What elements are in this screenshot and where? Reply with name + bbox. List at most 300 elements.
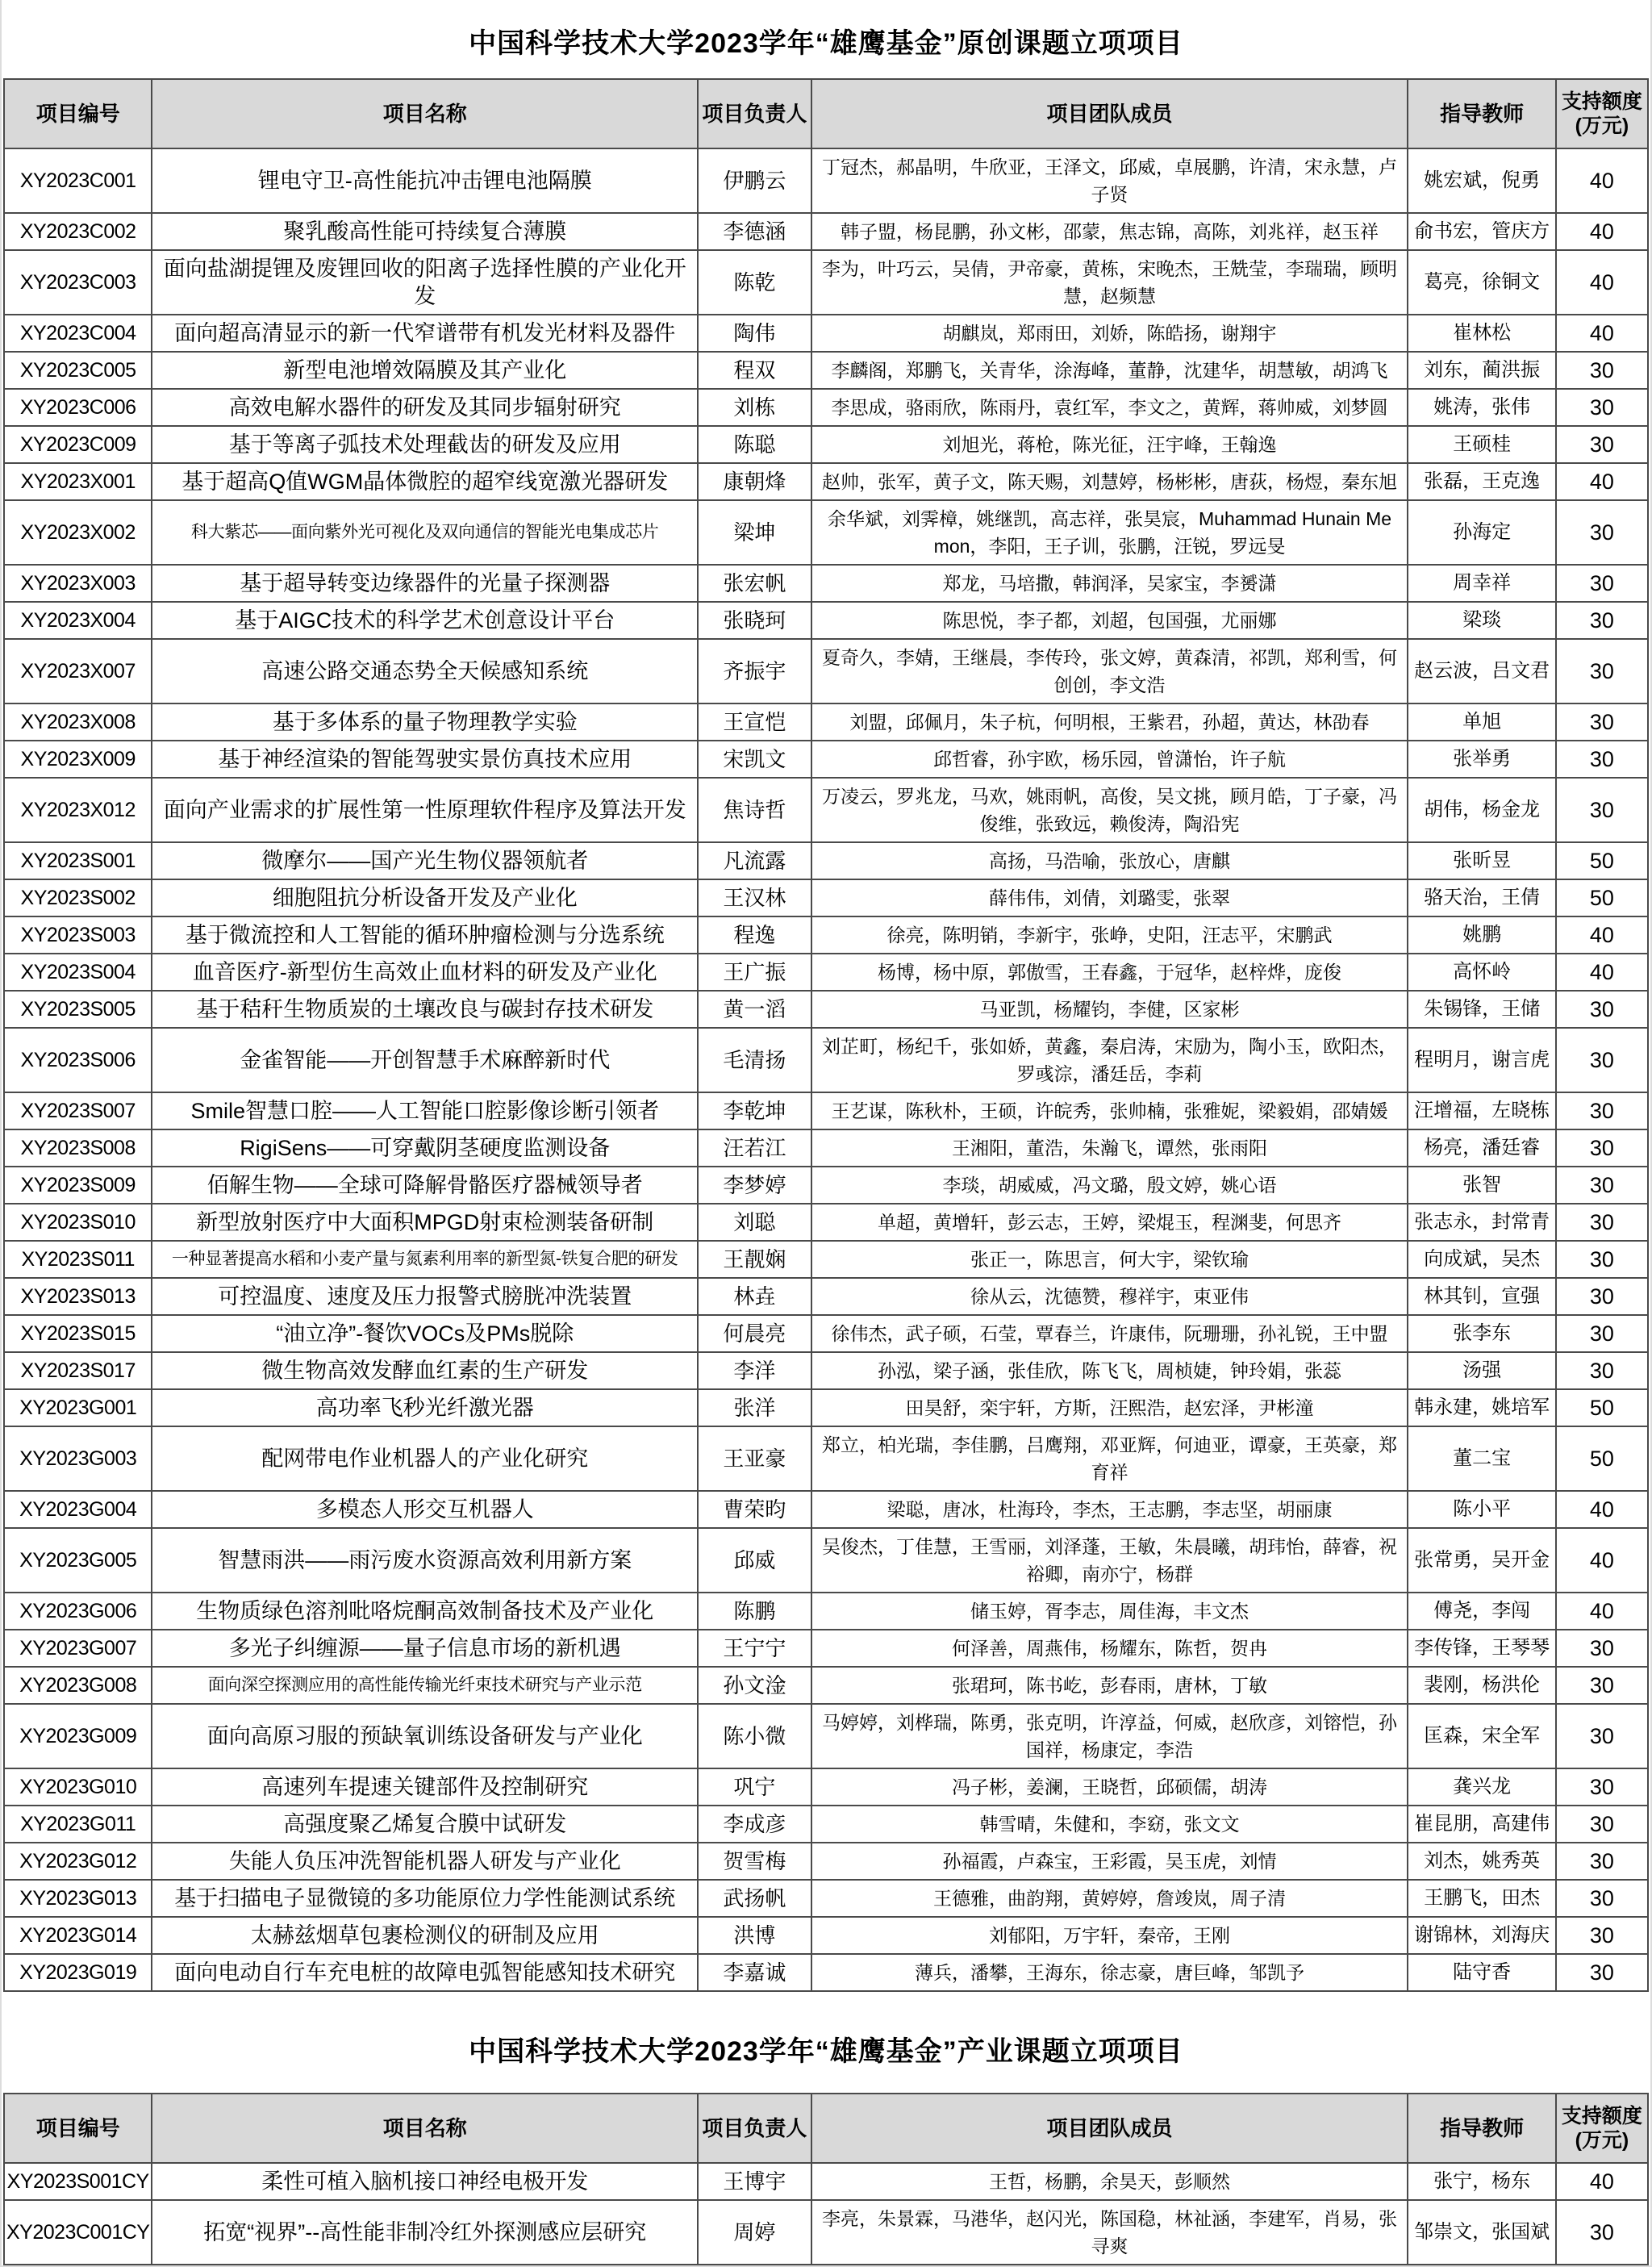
cell-leader: 程双 (698, 352, 811, 389)
cell-leader: 李梦婷 (698, 1167, 811, 1204)
cell-project-name: 面向产业需求的扩展性第一性原理软件程序及算法开发 (152, 778, 698, 842)
cell-project-id: XY2023S002 (4, 879, 152, 916)
cell-project-id: XY2023C006 (4, 389, 152, 426)
cell-project-name: 基于超高Q值WGM晶体微腔的超窄线宽激光器研发 (152, 463, 698, 500)
col-header-project-id: 项目编号 (4, 2094, 152, 2163)
cell-members: 李亮，朱景霖，马港华，赵闪光，陈国稳，林祉涵，李建军，肖易，张寻爽 (811, 2200, 1408, 2265)
col-header-members: 项目团队成员 (811, 79, 1408, 148)
header-row (4, 79, 1648, 148)
cell-project-name: 锂电守卫-高性能抗冲击锂电池隔膜 (152, 148, 698, 213)
cell-amount: 30 (1556, 778, 1648, 842)
cell-members: 吴俊杰，丁佳慧，王雪丽，刘泽蓬，王敏，朱晨曦，胡玮怡，薛睿，祝裕卿，南亦宁，杨群 (811, 1528, 1408, 1593)
cell-advisor: 龚兴龙 (1408, 1768, 1555, 1806)
cell-leader: 张宏帆 (698, 565, 811, 602)
cell-advisor: 李传锋，王琴琴 (1408, 1630, 1555, 1667)
cell-leader: 李洋 (698, 1352, 811, 1389)
cell-amount: 50 (1556, 842, 1648, 879)
col-header-project-name: 项目名称 (152, 79, 698, 148)
table-row (4, 463, 1648, 500)
cell-members: 余华斌，刘霁樟，姚继凯，高志祥，张昊宸，Muhammad Hunain Memon，李阳，王子训，张鹏，汪锐，罗远旻 (811, 500, 1408, 565)
table-row (4, 639, 1648, 703)
cell-advisor: 陈小平 (1408, 1491, 1555, 1528)
cell-project-name: 面向深空探测应用的高性能传输光纤束技术研究与产业示范 (152, 1667, 698, 1704)
cell-leader: 陶伟 (698, 315, 811, 352)
cell-amount: 30 (1556, 1667, 1648, 1704)
cell-project-name: 细胞阻抗分析设备开发及产业化 (152, 879, 698, 916)
cell-project-name: 基于多体系的量子物理教学实验 (152, 703, 698, 741)
cell-amount: 50 (1556, 1389, 1648, 1426)
cell-project-id: XY2023C001 (4, 148, 152, 213)
cell-amount: 50 (1556, 1426, 1648, 1491)
cell-advisor: 朱锡锋，王储 (1408, 991, 1555, 1028)
cell-project-id: XY2023S013 (4, 1278, 152, 1315)
cell-members: 张珺珂，陈书屹，彭春雨，唐林，丁敏 (811, 1667, 1408, 1704)
cell-advisor: 刘东，蔺洪振 (1408, 352, 1555, 389)
col-header-amount-line2: (万元) (1575, 2129, 1629, 2152)
table-row (4, 1806, 1648, 1843)
cell-members: 马婷婷，刘桦瑞，陈勇，张克明，许淳益，何威，赵欣彦，刘镕恺，孙国祥，杨康定，李浩 (811, 1704, 1408, 1768)
cell-amount: 30 (1556, 991, 1648, 1028)
table-row (4, 2200, 1648, 2265)
cell-amount: 30 (1556, 602, 1648, 639)
cell-project-id: XY2023X009 (4, 741, 152, 778)
cell-advisor: 张常勇，吴开金 (1408, 1528, 1555, 1593)
cell-members: 胡麒岚，郑雨田，刘娇，陈皓扬，谢翔宇 (811, 315, 1408, 352)
cell-members: 李麟阁，郑鹏飞，关青华，涂海峰，董静，沈建华，胡慧敏，胡鸿飞 (811, 352, 1408, 389)
section1-title: 中国科学技术大学2023学年“雄鹰基金”原创课题立项项目 (469, 28, 1183, 59)
cell-advisor: 姚宏斌，倪勇 (1408, 148, 1555, 213)
table-row (4, 916, 1648, 954)
cell-project-name: 面向超高清显示的新一代窄谱带有机发光材料及器件 (152, 315, 698, 352)
cell-project-name: 面向电动自行车充电桩的故障电弧智能感知技术研究 (152, 1954, 698, 1991)
cell-leader: 张晓珂 (698, 602, 811, 639)
cell-advisor: 韩永建，姚培军 (1408, 1389, 1555, 1426)
table-row (4, 602, 1648, 639)
cell-project-name: 面向盐湖提锂及废锂回收的阳离子选择性膜的产业化开发 (152, 250, 698, 315)
cell-members: 李为，叶巧云，吴倩，尹帝豪，黄栋，宋晚杰，王兟莹，李瑞瑞，顾明慧，赵频慧 (811, 250, 1408, 315)
cell-members: 徐伟杰，武子硕，石莹，覃春兰，许康伟，阮珊珊，孙礼锐，王中盟 (811, 1315, 1408, 1352)
cell-project-name: 基于秸秆生物质炭的土壤改良与碳封存技术研发 (152, 991, 698, 1028)
cell-members: 丁冠杰，郝晶明，牛欣亚，王泽文，邱威，卓展鹏，许清，宋永慧，卢子贤 (811, 148, 1408, 213)
cell-advisor: 汤强 (1408, 1352, 1555, 1389)
table-row (4, 213, 1648, 250)
cell-project-id: XY2023G006 (4, 1593, 152, 1630)
cell-project-id: XY2023S001 (4, 842, 152, 879)
cell-project-id: XY2023S003 (4, 916, 152, 954)
original-projects-body (4, 148, 1648, 1991)
cell-leader: 康朝烽 (698, 463, 811, 500)
cell-advisor: 程明月，谢言虎 (1408, 1028, 1555, 1092)
table-row (4, 1352, 1648, 1389)
cell-leader: 陈聪 (698, 426, 811, 463)
cell-members: 王哲，杨鹏，余昊天，彭顺然 (811, 2163, 1408, 2200)
cell-leader: 王亚豪 (698, 1426, 811, 1491)
col-header-project-name: 项目名称 (152, 2094, 698, 2163)
cell-advisor: 崔林松 (1408, 315, 1555, 352)
cell-project-id: XY2023S015 (4, 1315, 152, 1352)
industry-projects-body (4, 2163, 1648, 2265)
cell-members: 郑立，柏光瑞，李佳鹏，吕鹰翔，邓亚辉，何迪亚，谭豪，王英豪，郑育祥 (811, 1426, 1408, 1491)
cell-amount: 40 (1556, 2163, 1648, 2200)
cell-advisor: 汪增福，左晓栋 (1408, 1092, 1555, 1129)
cell-project-name: 高功率飞秒光纤激光器 (152, 1389, 698, 1426)
cell-leader: 王广振 (698, 954, 811, 991)
cell-project-name: 生物质绿色溶剂吡咯烷酮高效制备技术及产业化 (152, 1593, 698, 1630)
cell-leader: 王汉林 (698, 879, 811, 916)
table-row (4, 250, 1648, 315)
cell-project-id: XY2023S001CY (4, 2163, 152, 2200)
cell-project-id: XY2023G019 (4, 1954, 152, 1991)
table-row (4, 1241, 1648, 1278)
cell-project-id: XY2023C001CY (4, 2200, 152, 2265)
table-row (4, 1092, 1648, 1129)
col-header-advisor: 指导教师 (1408, 2094, 1555, 2163)
cell-leader: 王靓娴 (698, 1241, 811, 1278)
cell-leader: 贺雪梅 (698, 1843, 811, 1880)
cell-project-id: XY2023G007 (4, 1630, 152, 1667)
cell-advisor: 杨亮，潘廷睿 (1408, 1129, 1555, 1167)
cell-advisor: 董二宝 (1408, 1426, 1555, 1491)
cell-advisor: 葛亮，徐铜文 (1408, 250, 1555, 315)
cell-project-name: 基于微流控和人工智能的循环肿瘤检测与分选系统 (152, 916, 698, 954)
col-header-amount-line1: 支持额度 (1561, 2105, 1642, 2127)
cell-project-id: XY2023X002 (4, 500, 152, 565)
cell-amount: 30 (1556, 703, 1648, 741)
table-row (4, 1593, 1648, 1630)
original-projects-table (3, 78, 1649, 1992)
cell-members: 田昊舒，栾宇轩，方斯，汪熙浩，赵宏泽，尹彬潼 (811, 1389, 1408, 1426)
cell-members: 陈思悦，李子都，刘超，包国强，尤丽娜 (811, 602, 1408, 639)
cell-project-name: RigiSens——可穿戴阴茎硬度监测设备 (152, 1129, 698, 1167)
cell-leader: 林垚 (698, 1278, 811, 1315)
cell-amount: 30 (1556, 389, 1648, 426)
table-row (4, 954, 1648, 991)
cell-project-id: XY2023X004 (4, 602, 152, 639)
cell-leader: 何晨亮 (698, 1315, 811, 1352)
cell-project-id: XY2023S005 (4, 991, 152, 1028)
cell-advisor: 周幸祥 (1408, 565, 1555, 602)
cell-project-name: 一种显著提高水稻和小麦产量与氮素利用率的新型氮-铁复合肥的研发 (152, 1241, 698, 1278)
cell-amount: 40 (1556, 213, 1648, 250)
cell-members: 王艺谋，陈秋朴，王硕，许皖秀，张帅楠，张雅妮，梁毅娟，邵婧媛 (811, 1092, 1408, 1129)
cell-amount: 30 (1556, 2200, 1648, 2265)
cell-leader: 王宣恺 (698, 703, 811, 741)
cell-leader: 王宁宁 (698, 1630, 811, 1667)
cell-project-name: 拓宽“视界”--高性能非制冷红外探测感应层研究 (152, 2200, 698, 2265)
cell-advisor: 林其钊，宣强 (1408, 1278, 1555, 1315)
cell-advisor: 张李东 (1408, 1315, 1555, 1352)
cell-project-id: XY2023X001 (4, 463, 152, 500)
table-row (4, 1491, 1648, 1528)
cell-members: 赵帅，张军，黄子文，陈天赐，刘慧婷，杨彬彬，唐荻，杨煜，秦东旭 (811, 463, 1408, 500)
table-row (4, 1954, 1648, 1991)
cell-amount: 30 (1556, 1241, 1648, 1278)
cell-amount: 30 (1556, 1204, 1648, 1241)
cell-leader: 李嘉诚 (698, 1954, 811, 1991)
cell-project-name: Smile智慧口腔——人工智能口腔影像诊断引领者 (152, 1092, 698, 1129)
cell-members: 张正一，陈思言，何大宇，梁钦瑜 (811, 1241, 1408, 1278)
cell-amount: 30 (1556, 1880, 1648, 1917)
cell-project-name: 智慧雨洪——雨污废水资源高效利用新方案 (152, 1528, 698, 1593)
cell-leader: 齐振宇 (698, 639, 811, 703)
table-row (4, 315, 1648, 352)
cell-amount: 40 (1556, 1593, 1648, 1630)
table-row (4, 1315, 1648, 1352)
cell-amount: 40 (1556, 1491, 1648, 1528)
cell-project-name: 金雀智能——开创智慧手术麻醉新时代 (152, 1028, 698, 1092)
cell-amount: 30 (1556, 1129, 1648, 1167)
cell-advisor: 陆守香 (1408, 1954, 1555, 1991)
cell-project-id: XY2023G003 (4, 1426, 152, 1491)
cell-members: 何泽善，周燕伟，杨耀东，陈哲，贺冉 (811, 1630, 1408, 1667)
cell-leader: 程逸 (698, 916, 811, 954)
table-row (4, 1167, 1648, 1204)
cell-amount: 30 (1556, 1917, 1648, 1954)
cell-advisor: 单旭 (1408, 703, 1555, 741)
cell-project-id: XY2023G001 (4, 1389, 152, 1426)
cell-leader: 武扬帆 (698, 1880, 811, 1917)
cell-amount: 30 (1556, 1806, 1648, 1843)
cell-members: 徐亮，陈明销，李新宇，张峥，史阳，汪志平，宋鹏武 (811, 916, 1408, 954)
cell-project-id: XY2023G011 (4, 1806, 152, 1843)
cell-amount: 30 (1556, 1768, 1648, 1806)
cell-leader: 李乾坤 (698, 1092, 811, 1129)
cell-amount: 30 (1556, 565, 1648, 602)
col-header-project-id: 项目编号 (4, 79, 152, 148)
industry-projects-table (3, 2093, 1649, 2265)
section2-title: 中国科学技术大学2023学年“雄鹰基金”产业课题立项项目 (469, 2036, 1183, 2067)
cell-members: 刘芷町，杨纪千，张如娇，黄鑫，秦启涛，宋励为，陶小玉，欧阳杰，罗彧淙，潘廷岳，李莉 (811, 1028, 1408, 1092)
cell-amount: 30 (1556, 1704, 1648, 1768)
table-row (4, 1843, 1648, 1880)
table-row (4, 1768, 1648, 1806)
cell-members: 徐从云，沈德赞，穆祥宇，束亚伟 (811, 1278, 1408, 1315)
cell-advisor: 姚涛，张伟 (1408, 389, 1555, 426)
cell-members: 王德雅，曲韵翔，黄婷婷，詹竣岚，周子清 (811, 1880, 1408, 1917)
cell-project-name: 微摩尔——国产光生物仪器领航者 (152, 842, 698, 879)
cell-advisor: 谢锦林，刘海庆 (1408, 1917, 1555, 1954)
col-header-leader: 项目负责人 (698, 2094, 811, 2163)
cell-advisor: 张举勇 (1408, 741, 1555, 778)
cell-project-name: 多模态人形交互机器人 (152, 1491, 698, 1528)
cell-amount: 40 (1556, 148, 1648, 213)
table-row (4, 991, 1648, 1028)
table-row (4, 741, 1648, 778)
table-row (4, 1704, 1648, 1768)
col-header-leader: 项目负责人 (698, 79, 811, 148)
cell-advisor: 崔昆朋，高建伟 (1408, 1806, 1555, 1843)
cell-amount: 30 (1556, 1092, 1648, 1129)
cell-leader: 孙文淦 (698, 1667, 811, 1704)
cell-project-name: 高速公路交通态势全天候感知系统 (152, 639, 698, 703)
cell-amount: 30 (1556, 1315, 1648, 1352)
cell-leader: 汪若江 (698, 1129, 811, 1167)
table-row (4, 778, 1648, 842)
table-row (4, 148, 1648, 213)
cell-members: 郑龙，马培撒，韩润泽，吴家宝，李赟潇 (811, 565, 1408, 602)
cell-members: 邱哲睿，孙宇欧，杨乐园，曾潇怡，许子航 (811, 741, 1408, 778)
cell-amount: 30 (1556, 741, 1648, 778)
cell-members: 夏奇久，李婧，王继晨，李传玲，张文婷，黄森清，祁凯，郑利雪，何创创，李文浩 (811, 639, 1408, 703)
cell-advisor: 俞书宏，管庆方 (1408, 213, 1555, 250)
cell-leader: 李德涵 (698, 213, 811, 250)
cell-advisor: 骆天治，王倩 (1408, 879, 1555, 916)
cell-project-name: 微生物高效发酵血红素的生产研发 (152, 1352, 698, 1389)
cell-leader: 刘聪 (698, 1204, 811, 1241)
cell-project-id: XY2023S017 (4, 1352, 152, 1389)
cell-project-name: 基于神经渲染的智能驾驶实景仿真技术应用 (152, 741, 698, 778)
cell-project-id: XY2023S007 (4, 1092, 152, 1129)
cell-project-id: XY2023S011 (4, 1241, 152, 1278)
cell-project-name: 佰解生物——全球可降解骨骼医疗器械领导者 (152, 1167, 698, 1204)
cell-project-id: XY2023C005 (4, 352, 152, 389)
cell-project-id: XY2023G008 (4, 1667, 152, 1704)
cell-leader: 洪博 (698, 1917, 811, 1954)
cell-project-name: 科大紫芯——面向紫外光可视化及双向通信的智能光电集成芯片 (152, 500, 698, 565)
table-row (4, 703, 1648, 741)
cell-advisor: 张智 (1408, 1167, 1555, 1204)
cell-project-id: XY2023G004 (4, 1491, 152, 1528)
cell-amount: 30 (1556, 1352, 1648, 1389)
cell-amount: 40 (1556, 1528, 1648, 1593)
cell-project-name: 高强度聚乙烯复合膜中试研发 (152, 1806, 698, 1843)
table-row (4, 1667, 1648, 1704)
cell-leader: 邱威 (698, 1528, 811, 1593)
cell-project-name: 太赫兹烟草包裹检测仪的研制及应用 (152, 1917, 698, 1954)
cell-amount: 30 (1556, 1278, 1648, 1315)
cell-leader: 毛清扬 (698, 1028, 811, 1092)
cell-project-id: XY2023G010 (4, 1768, 152, 1806)
cell-members: 薄兵，潘攀，王海东，徐志豪，唐巨峰，邹凯予 (811, 1954, 1408, 1991)
cell-advisor: 张志永，封常青 (1408, 1204, 1555, 1241)
cell-advisor: 傅尧，李闯 (1408, 1593, 1555, 1630)
cell-amount: 30 (1556, 426, 1648, 463)
cell-amount: 30 (1556, 1028, 1648, 1092)
table-row (4, 352, 1648, 389)
cell-leader: 王博宇 (698, 2163, 811, 2200)
table-row (4, 565, 1648, 602)
cell-members: 刘郁阳，万宇轩，秦帝，王刚 (811, 1917, 1408, 1954)
table-row (4, 1129, 1648, 1167)
cell-amount: 30 (1556, 500, 1648, 565)
cell-amount: 40 (1556, 463, 1648, 500)
table-row (4, 1204, 1648, 1241)
cell-project-id: XY2023C004 (4, 315, 152, 352)
cell-project-id: XY2023S010 (4, 1204, 152, 1241)
cell-project-id: XY2023S006 (4, 1028, 152, 1092)
cell-project-name: 基于等离子弧技术处理截齿的研发及应用 (152, 426, 698, 463)
cell-project-name: 基于超导转变边缘器件的光量子探测器 (152, 565, 698, 602)
cell-project-id: XY2023G005 (4, 1528, 152, 1593)
cell-project-name: 新型电池增效隔膜及其产业化 (152, 352, 698, 389)
table-row (4, 879, 1648, 916)
cell-members: 李思成，骆雨欣，陈雨丹，袁红军，李文之，黄辉，蒋帅威，刘梦圆 (811, 389, 1408, 426)
cell-advisor: 梁琰 (1408, 602, 1555, 639)
cell-amount: 40 (1556, 315, 1648, 352)
cell-project-name: 可控温度、速度及压力报警式膀胱冲洗装置 (152, 1278, 698, 1315)
cell-project-id: XY2023C009 (4, 426, 152, 463)
cell-leader: 周婷 (698, 2200, 811, 2265)
cell-project-name: 多光子纠缠源——量子信息市场的新机遇 (152, 1630, 698, 1667)
cell-project-id: XY2023S004 (4, 954, 152, 991)
cell-leader: 刘栋 (698, 389, 811, 426)
table-row (4, 2163, 1648, 2200)
cell-project-id: XY2023X008 (4, 703, 152, 741)
col-header-amount-line2: (万元) (1575, 115, 1629, 137)
table-row (4, 389, 1648, 426)
cell-amount: 30 (1556, 352, 1648, 389)
cell-project-id: XY2023G014 (4, 1917, 152, 1954)
cell-project-id: XY2023G009 (4, 1704, 152, 1768)
cell-members: 刘盟，邱佩月，朱子杭，何明根，王紫君，孙超，黄达，林劭春 (811, 703, 1408, 741)
cell-members: 李琰，胡威威，冯文璐，殷文婷，姚心语 (811, 1167, 1408, 1204)
col-header-amount-line1: 支持额度 (1561, 90, 1642, 113)
cell-advisor: 王鹏飞，田杰 (1408, 1880, 1555, 1917)
table-row (4, 1389, 1648, 1426)
col-header-members: 项目团队成员 (811, 2094, 1408, 2163)
table-row (4, 1917, 1648, 1954)
cell-project-id: XY2023S009 (4, 1167, 152, 1204)
cell-leader: 陈小微 (698, 1704, 811, 1768)
cell-advisor: 邹崇文，张国斌 (1408, 2200, 1555, 2265)
cell-advisor: 刘杰，姚秀英 (1408, 1843, 1555, 1880)
cell-project-name: 高效电解水器件的研发及其同步辐射研究 (152, 389, 698, 426)
cell-leader: 曹荣昀 (698, 1491, 811, 1528)
cell-project-name: 基于扫描电子显微镜的多功能原位力学性能测试系统 (152, 1880, 698, 1917)
cell-leader: 陈鹏 (698, 1593, 811, 1630)
cell-leader: 张洋 (698, 1389, 811, 1426)
cell-leader: 焦诗哲 (698, 778, 811, 842)
cell-members: 孙福霞，卢森宝，王彩霞，吴玉虎，刘情 (811, 1843, 1408, 1880)
cell-members: 刘旭光，蒋枪，陈光征，汪宇峰，王翰逸 (811, 426, 1408, 463)
cell-members: 单超，黄增轩，彭云志，王婷，梁焜玉，程渊斐，何思齐 (811, 1204, 1408, 1241)
col-header-amount (1556, 2094, 1648, 2163)
cell-project-id: XY2023X007 (4, 639, 152, 703)
cell-project-id: XY2023G012 (4, 1843, 152, 1880)
cell-members: 高扬，马浩喻，张放心，唐麒 (811, 842, 1408, 879)
cell-members: 孙泓，梁子涵，张佳欣，陈飞飞，周桢婕，钟玲娟，张蕊 (811, 1352, 1408, 1389)
cell-amount: 40 (1556, 250, 1648, 315)
cell-advisor: 高怀岭 (1408, 954, 1555, 991)
cell-project-id: XY2023C003 (4, 250, 152, 315)
cell-amount: 30 (1556, 1843, 1648, 1880)
cell-project-name: 柔性可植入脑机接口神经电极开发 (152, 2163, 698, 2200)
cell-project-name: 高速列车提速关键部件及控制研究 (152, 1768, 698, 1806)
table-row (4, 842, 1648, 879)
col-header-advisor: 指导教师 (1408, 79, 1555, 148)
table-row (4, 1278, 1648, 1315)
cell-project-name: 血音医疗-新型仿生高效止血材料的研发及产业化 (152, 954, 698, 991)
cell-amount: 30 (1556, 1167, 1648, 1204)
cell-project-name: 面向高原习服的预缺氧训练设备研发与产业化 (152, 1704, 698, 1768)
cell-amount: 30 (1556, 1954, 1648, 1991)
cell-advisor: 姚鹏 (1408, 916, 1555, 954)
cell-advisor: 赵云波，吕文君 (1408, 639, 1555, 703)
cell-members: 韩雪晴，朱健和，李窈，张文文 (811, 1806, 1408, 1843)
table-row (4, 1528, 1648, 1593)
table-row (4, 1028, 1648, 1092)
cell-leader: 宋凯文 (698, 741, 811, 778)
cell-advisor: 匡森，宋全军 (1408, 1704, 1555, 1768)
table-row (4, 426, 1648, 463)
cell-advisor: 向成斌，吴杰 (1408, 1241, 1555, 1278)
cell-advisor: 张磊，王克逸 (1408, 463, 1555, 500)
cell-members: 梁聪，唐冰，杜海玲，李杰，王志鹏，李志坚，胡丽康 (811, 1491, 1408, 1528)
cell-project-id: XY2023X003 (4, 565, 152, 602)
cell-project-id: XY2023X012 (4, 778, 152, 842)
cell-amount: 40 (1556, 916, 1648, 954)
cell-members: 马亚凯，杨耀钧，李健，区家彬 (811, 991, 1408, 1028)
